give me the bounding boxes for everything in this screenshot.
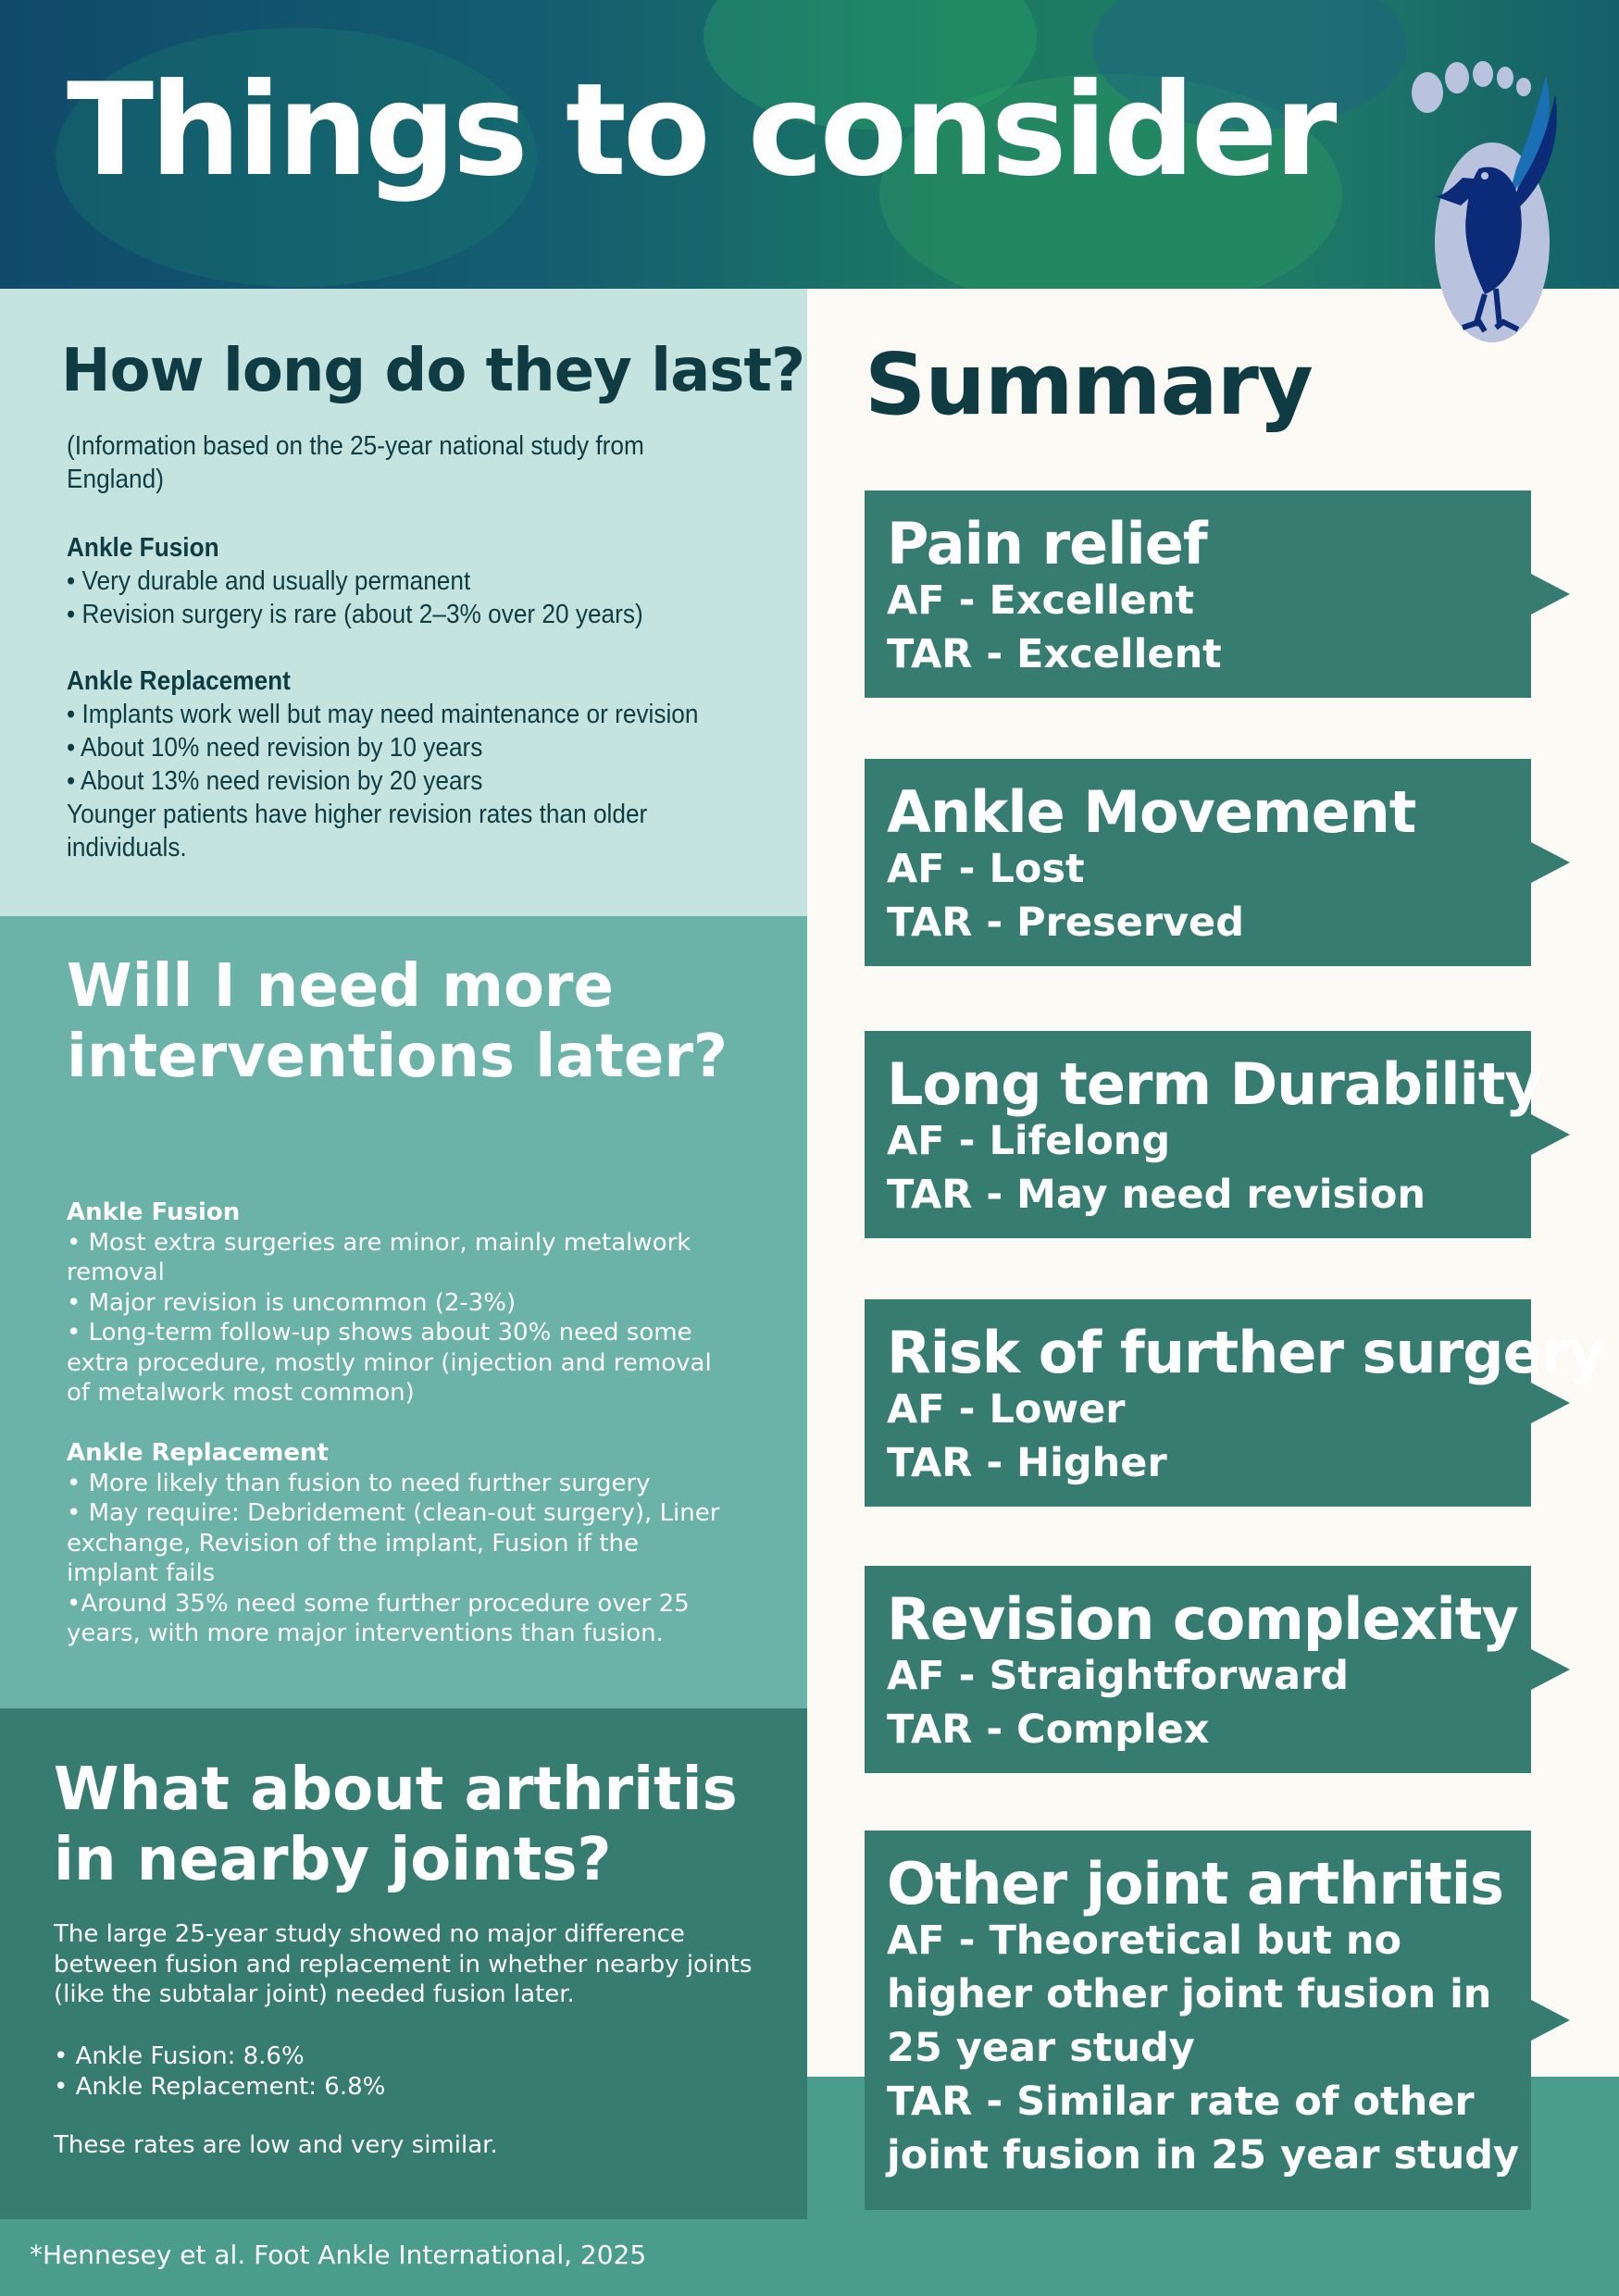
list-item: •Around 35% need some further procedure over 25 years, with more major interventions than fusion.	[67, 1589, 690, 1647]
list-item: • Revision surgery is rare (about 2–3% over 20 years)	[67, 600, 643, 629]
section-heading: Will I need more interventions later?	[67, 952, 728, 1091]
list-item: • Ankle Replacement: 6.8%	[54, 2072, 386, 2101]
subheading: Ankle Replacement	[67, 666, 291, 696]
summary-card-revision-complexity	[865, 1566, 1531, 1773]
list-item: • Most extra surgeries are minor, mainly metalwork removal	[67, 1228, 691, 1286]
card-title: Ankle Movement	[887, 778, 1416, 846]
section-heading: What about arthritis in nearby joints?	[54, 1756, 738, 1894]
page-title: Things to consider	[67, 56, 1334, 205]
replacement-block	[67, 664, 714, 864]
section-interventions	[0, 916, 807, 1708]
foot-bird-logo-icon	[1407, 57, 1574, 346]
list-item: • Long-term follow-up shows about 30% need some extra procedure, mostly minor (injection and removal of metalwork most common)	[67, 1319, 712, 1407]
conclusion-text: These rates are low and very similar.	[54, 2131, 498, 2159]
card-title: Other joint arthritis	[887, 1850, 1503, 1917]
summary-card-joint-arthritis	[865, 1831, 1531, 2210]
card-title: Long term Durability	[887, 1050, 1541, 1118]
summary-card-ankle-movement	[865, 759, 1531, 966]
subheading: Ankle Fusion	[67, 533, 219, 563]
list-item: • About 13% need revision by 20 years	[67, 766, 483, 796]
card-af-line: AF - Lower	[887, 1386, 1126, 1433]
section-nearby-joints	[0, 1708, 807, 2219]
summary-card-further-surgery	[865, 1299, 1605, 1507]
list-item: • About 10% need revision by 10 years	[67, 733, 483, 763]
subheading: Ankle Replacement	[67, 1439, 329, 1467]
card-tar-line: TAR - Complex	[887, 1706, 1210, 1753]
list-item: • More likely than fusion to need further surgery	[67, 1469, 651, 1497]
card-tar-line: TAR - Excellent	[887, 631, 1222, 677]
summary-title: Summary	[865, 335, 1313, 434]
card-af-line: AF - Lost	[887, 846, 1085, 892]
summary-card-durability	[865, 1031, 1541, 1238]
subheading: Ankle Fusion	[67, 1198, 241, 1226]
section-how-long	[0, 289, 807, 916]
list-item: • Major revision is uncommon (2-3%)	[67, 1288, 517, 1317]
card-tar-line: TAR - May need revision	[887, 1172, 1426, 1218]
card-tar-line: TAR - Similar rate of other joint fusion in 25 year study	[887, 2079, 1520, 2178]
rates-list	[54, 2042, 766, 2102]
paragraph-text: The large 25-year study showed no major difference between fusion and replacement in whether nearby joints (like the subtalar joint) needed fusion later.	[54, 1920, 753, 2008]
fusion-block	[67, 531, 748, 631]
card-title: Revision complexity	[887, 1585, 1518, 1653]
card-af-line: AF - Lifelong	[887, 1118, 1171, 1164]
card-af-line: AF - Theoretical but no higher other joint fusion in 25 year study	[887, 1917, 1492, 2071]
card-tar-line: TAR - Preserved	[887, 900, 1244, 946]
list-item: • Very durable and usually permanent	[67, 566, 471, 596]
footer	[0, 2219, 1619, 2296]
card-af-line: AF - Excellent	[887, 577, 1195, 624]
header-banner	[0, 0, 1619, 289]
card-tar-line: TAR - Higher	[887, 1440, 1167, 1486]
list-item: • Ankle Fusion: 8.6%	[54, 2042, 305, 2070]
fusion-block	[67, 1198, 733, 1409]
citation-text: *Hennesey et al. Foot Ankle International, 2025	[30, 2240, 647, 2270]
intro-text: (Information based on the 25-year national study from England)	[67, 431, 644, 494]
list-item: • May require: Debridement (clean-out surgery), Liner exchange, Revision of the implant, Fusion if the implant fails	[67, 1499, 720, 1587]
card-title: Risk of further surgery	[887, 1319, 1605, 1386]
summary-card-pain-relief	[865, 490, 1531, 698]
card-af-line: AF - Straightforward	[887, 1653, 1350, 1699]
note-text: Younger patients have higher revision rates than older individuals.	[67, 800, 648, 863]
section-heading: How long do they last?	[61, 337, 805, 405]
replacement-block	[67, 1438, 733, 1649]
list-item: • Implants work well but may need maintenance or revision	[67, 700, 699, 729]
card-title: Pain relief	[887, 510, 1207, 577]
